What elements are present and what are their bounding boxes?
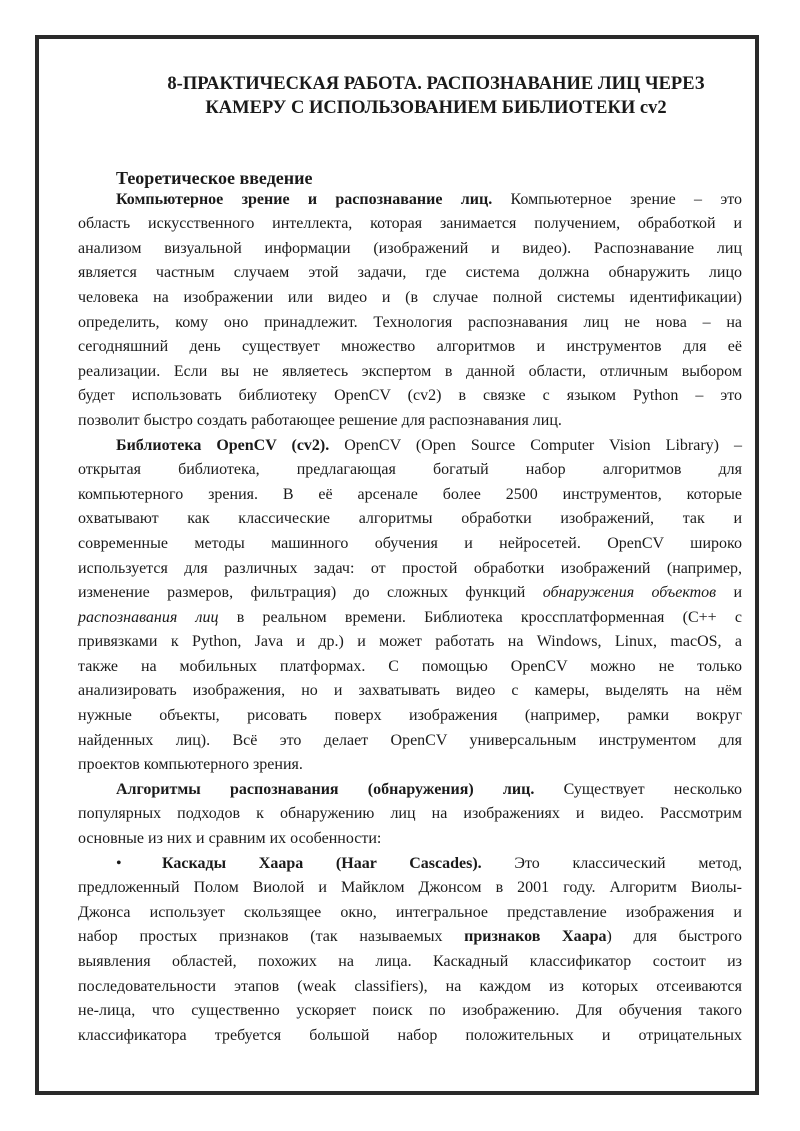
paragraph-opencv <box>78 437 742 781</box>
paragraph-line: будет использовать библиотеку OpenCV (cv2) в связке с языком Python – это <box>78 387 742 405</box>
paragraph-line: позволит быстро создать работающее решение для распознавания лиц. <box>78 411 562 429</box>
paragraph-line: компьютерного зрения. В её арсенале более 2500 инструментов, которые <box>78 485 742 503</box>
paragraph-line: выявления областей, похожих на лица. Каскадный классификатор состоит из <box>78 953 742 970</box>
paragraph-line: Библиотека OpenCV (cv2). OpenCV (Open Source Computer Vision Library) – <box>116 436 742 454</box>
paragraph-line: последовательности этапов (weak classifiers), на каждом из которых отсеиваются <box>78 977 742 995</box>
paragraph-line: определить, кому оно принадлежит. Технология распознавания лиц не нова – на <box>78 313 742 331</box>
bullet-icon: • <box>116 854 122 872</box>
title-line-1: 8-ПРАКТИЧЕСКАЯ РАБОТА. РАСПОЗНАВАНИЕ ЛИЦ ЧЕРЕЗ <box>167 74 705 94</box>
paragraph-lead: Алгоритмы распознавания (обнаружения) лиц. <box>116 780 535 798</box>
paragraph-line: охватывают как классические алгоритмы обработки изображений, так и <box>78 510 742 528</box>
section-heading: Теоретическое введение <box>116 168 313 188</box>
paragraph-computer-vision <box>78 191 742 437</box>
paragraph-line: Компьютерное зрение и распознавание лиц. Компьютерное зрение – это <box>116 190 742 208</box>
paragraph-line: используется для различных задач: от простой обработки изображений (например, <box>78 559 742 577</box>
paragraph-line: нужные объекты, рисовать поверх изображения (например, рамки вокруг <box>78 707 742 725</box>
list-item <box>78 855 742 1052</box>
document-body <box>78 72 742 1051</box>
italic-term: распознавания лиц <box>78 608 219 626</box>
paragraph-line: сегодняшний день существует множество алгоритмов и инструментов для её <box>78 338 742 356</box>
paragraph-line: человека на изображении или видео и (в случае полной системы идентификации) <box>78 288 742 306</box>
paragraph-line: распознавания лиц в реальном времени. Библиотека кроссплатформенная (C++ с <box>78 608 742 626</box>
paragraph-line: • Каскады Хаара (Haar Cascades). Это классический метод, <box>78 855 742 880</box>
paragraph-lead: Компьютерное зрение и распознавание лиц. <box>116 190 493 208</box>
bold-term: признаков Хаара <box>464 928 607 946</box>
paragraph-line: анализом визуальной информации (изображений и видео). Распознавание лиц <box>78 239 742 257</box>
paragraph-lead: Каскады Хаара (Haar Cascades). <box>162 854 482 872</box>
paragraph-line: является частным случаем этой задачи, где система должна обнаружить лицо <box>78 264 742 282</box>
paragraph-line: проектов компьютерного зрения. <box>78 756 303 774</box>
paragraph-line: область искусственного интеллекта, которая занимается получением, обработкой и <box>78 215 742 233</box>
paragraph-line: Алгоритмы распознавания (обнаружения) лиц. Существует несколько <box>116 780 743 798</box>
paragraph-line: набор простых признаков (так называемых признаков Хаара) для быстрого <box>78 928 742 946</box>
paragraph-line: основные из них и сравним их особенности: <box>78 830 382 848</box>
paragraph-line: современные методы машинного обучения и нейросетей. OpenCV широко <box>78 534 742 552</box>
paragraph-line: анализировать изображения, но и захватывать видео с камеры, выделять на нём <box>78 682 742 700</box>
paragraph-line: классификатора требуется большой набор положительных и отрицательных <box>78 1026 742 1044</box>
paragraph-lead: Библиотека OpenCV (cv2). <box>116 436 330 454</box>
paragraph-line: привязками к Python, Java и др.) и может работать на Windows, Linux, macOS, а <box>78 633 742 651</box>
paragraph-line: Джонса использует скользящее окно, интегральное представление изображения и <box>78 903 742 921</box>
paragraph-line: открытая библиотека, предлагающая богатый набор алгоритмов для <box>78 461 742 479</box>
page-title <box>78 72 736 120</box>
paragraph-algorithms <box>78 781 742 855</box>
paragraph-line: предложенный Полом Виолой и Майклом Джонсом в 2001 году. Алгоритм Виолы- <box>78 879 742 897</box>
title-line-2: КАМЕРУ С ИСПОЛЬЗОВАНИЕМ БИБЛИОТЕКИ cv2 <box>205 98 667 118</box>
paragraph-line: не-лица, что существенно ускоряет поиск по изображению. Для обучения такого <box>78 1002 742 1020</box>
paragraph-line: реализации. Если вы не являетесь экспертом в данной области, отличным выбором <box>78 362 742 380</box>
paragraph-line: также на мобильных платформах. С помощью OpenCV можно не только <box>78 657 742 675</box>
paragraph-line: изменение размеров, фильтрация) до сложных функций обнаружения объектов и <box>78 584 743 602</box>
paragraph-line: популярных подходов к обнаружению лиц на изображениях и видео. Рассмотрим <box>78 805 742 823</box>
paragraph-line: найденных лиц). Всё это делает OpenCV универсальным инструментом для <box>78 731 742 749</box>
italic-term: обнаружения объектов <box>542 584 717 602</box>
